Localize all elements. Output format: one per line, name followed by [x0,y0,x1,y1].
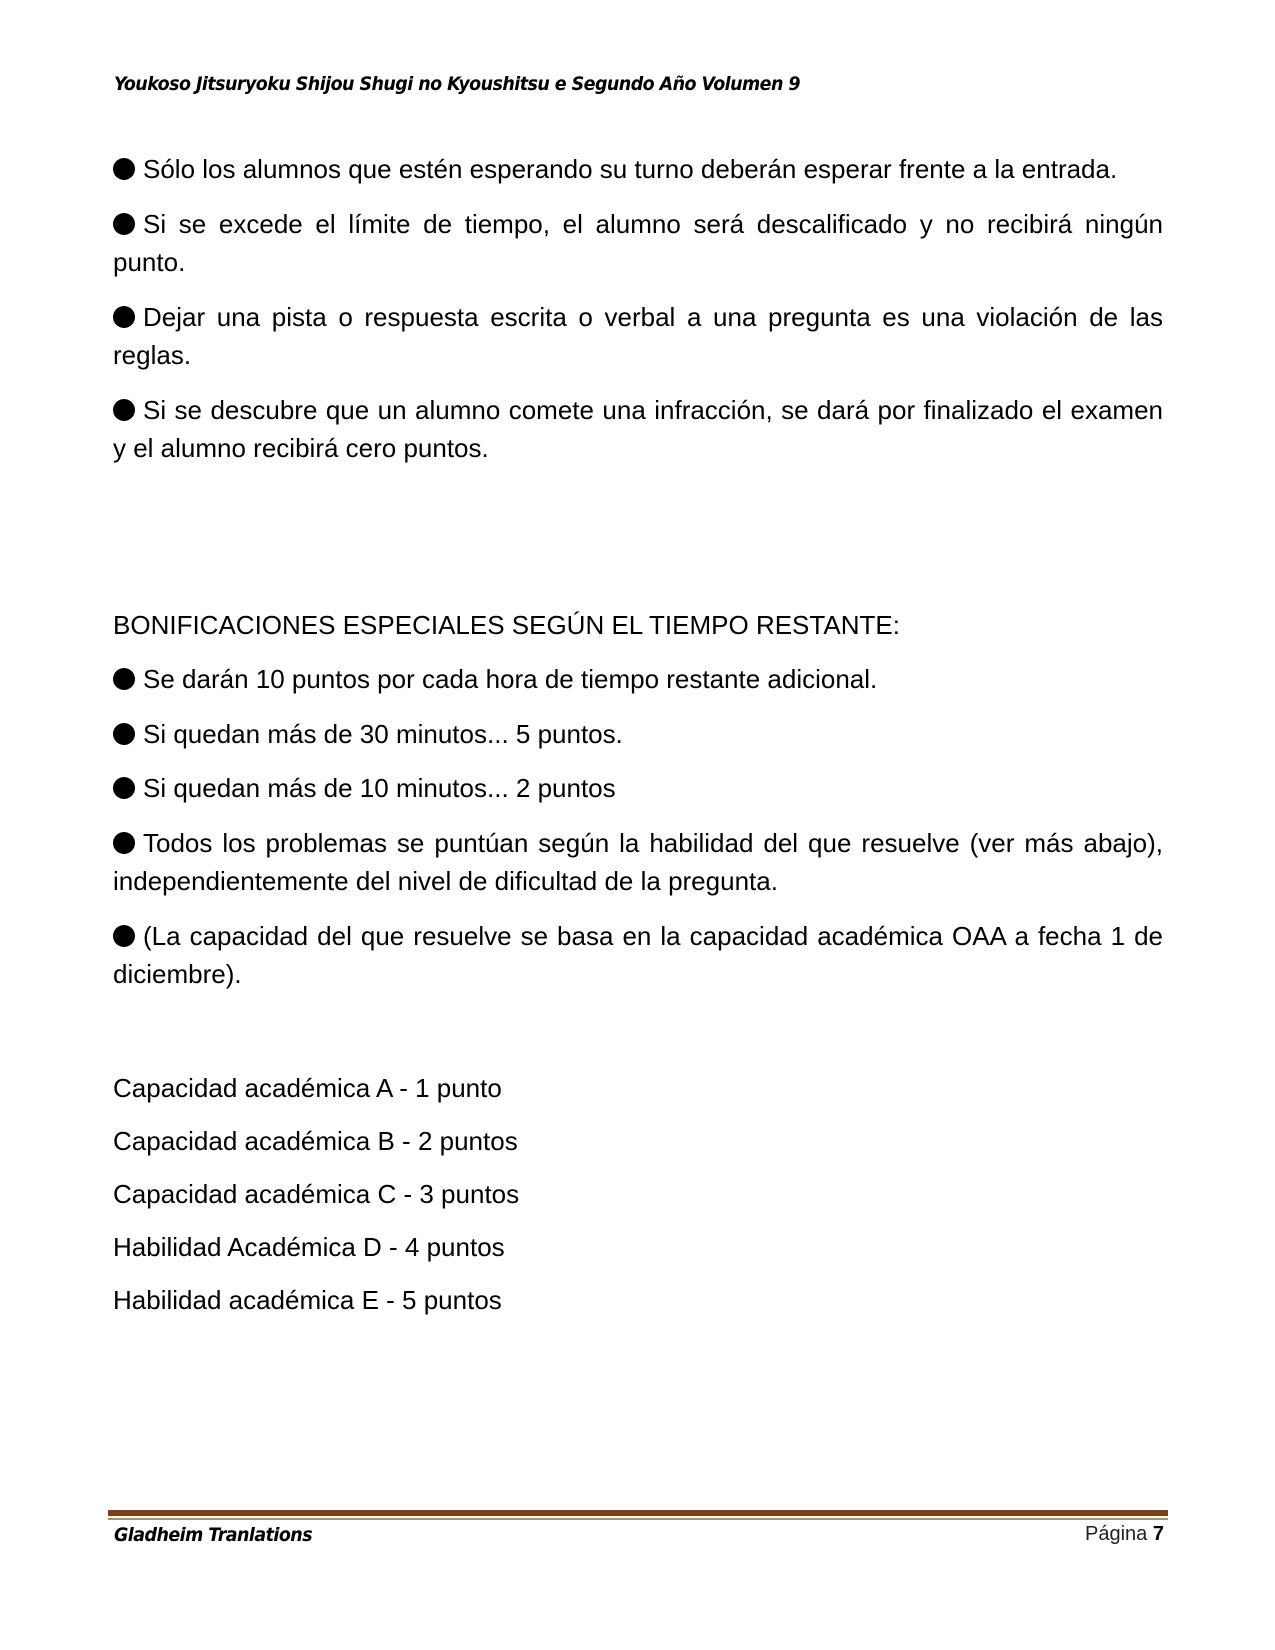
rubric-line: Habilidad académica E - 5 puntos [113,1284,502,1315]
section-title: BONIFICACIONES ESPECIALES SEGÚN EL TIEMPO RESTANTE: [113,609,900,640]
bullet-icon [113,306,135,328]
bullet-icon [113,925,135,947]
footer-publisher: Gladheim Tranlations [114,1524,313,1546]
rubric-line: Capacidad académica A - 1 punto [113,1072,502,1103]
spacer [113,484,1163,606]
bonus-item: Se darán 10 puntos por cada hora de tiempo restante adicional. [113,660,1163,699]
footer-divider [108,1510,1168,1520]
bonus-item: Todos los problemas se puntúan según la habilidad del que resuelve (ver más abajo), independientemente del nivel de dificultad de la pregunta. [113,827,1163,896]
rule-item: Si se descubre que un alumno comete una infracción, se dará por finalizado el examen y el alumno recibirá cero puntos. [113,394,1163,463]
spacer [113,1010,1163,1062]
bullet-icon [113,399,135,421]
rule-item: Dejar una pista o respuesta escrita o verbal a una pregunta es una violación de las reglas. [113,301,1163,370]
rubric-line: Capacidad académica C - 3 puntos [113,1178,520,1209]
bonus-item: Si quedan más de 10 minutos... 2 puntos [113,769,1163,808]
bullet-icon [113,158,135,180]
bullet-icon [113,668,135,690]
rule-item: Si se excede el límite de tiempo, el alumno será descalificado y no recibirá ningún punto. [113,208,1163,277]
bonus-item: Si quedan más de 30 minutos... 5 puntos. [113,715,1163,754]
bullet-icon [113,213,135,235]
running-header: Youkoso Jitsuryoku Shijou Shugi no Kyoushitsu e Segundo Año Volumen 9 [114,73,801,95]
page-number-value: 7 [1152,1523,1164,1545]
page-number [1085,1523,1164,1546]
bullet-icon [113,832,135,854]
bullet-icon [113,723,135,745]
page-body [113,150,1163,1327]
rubric-line: Habilidad Académica D - 4 puntos [113,1231,505,1262]
bullet-icon [113,777,135,799]
rule-item: Sólo los alumnos que estén esperando su turno deberán esperar frente a la entrada. [113,150,1163,189]
rubric-line: Capacidad académica B - 2 puntos [113,1125,518,1156]
page-label: Página [1085,1523,1148,1545]
bonus-item: (La capacidad del que resuelve se basa en la capacidad académica OAA a fecha 1 de diciembre). [113,920,1163,989]
